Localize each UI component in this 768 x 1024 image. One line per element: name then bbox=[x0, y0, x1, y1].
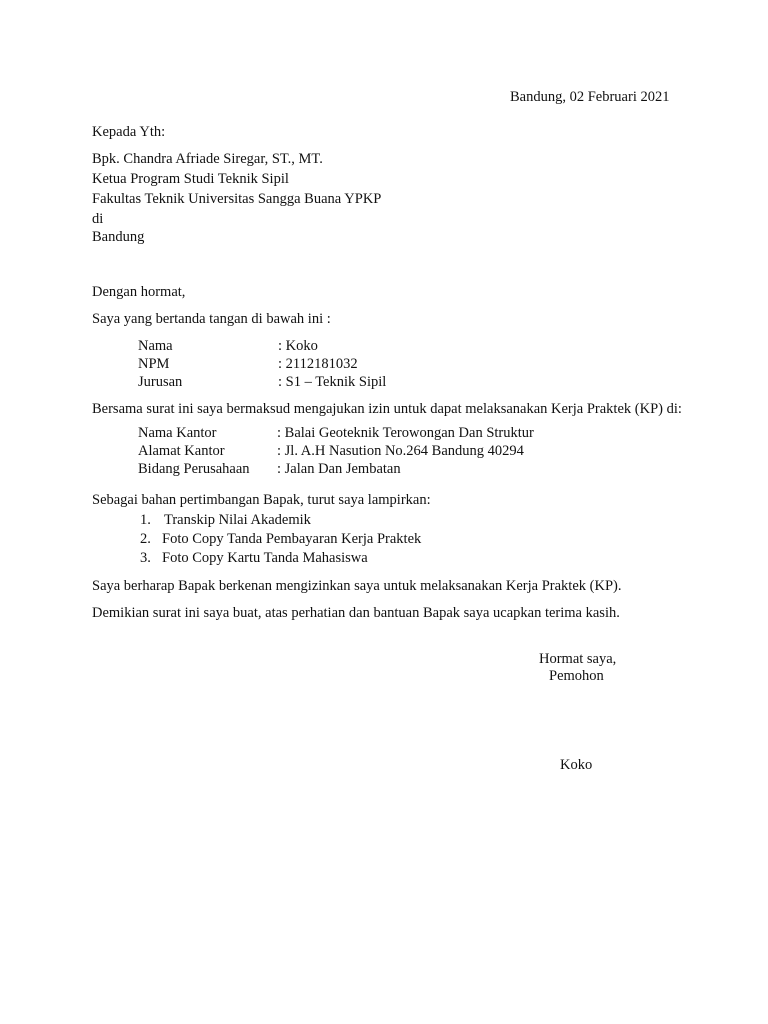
recipient-position: Ketua Program Studi Teknik Sipil bbox=[92, 171, 289, 187]
field-label: Nama bbox=[138, 338, 173, 354]
signer-role: Pemohon bbox=[549, 668, 604, 684]
hope-text: Saya berharap Bapak berkenan mengizinkan saya untuk melaksanakan Kerja Praktek (KP). bbox=[92, 578, 622, 594]
field-value: : 2112181032 bbox=[278, 356, 358, 372]
greeting: Dengan hormat, bbox=[92, 284, 186, 300]
purpose-text: Bersama surat ini saya bermaksud mengajukan izin untuk dapat melaksanakan Kerja Praktek (KP) di: bbox=[92, 401, 682, 417]
list-text: Foto Copy Tanda Pembayaran Kerja Praktek bbox=[162, 531, 422, 547]
intro-text: Saya yang bertanda tangan di bawah ini : bbox=[92, 311, 331, 327]
field-value: : Jalan Dan Jembatan bbox=[277, 461, 401, 477]
closing-text: Demikian surat ini saya buat, atas perhatian dan bantuan Bapak saya ucapkan terima kasih. bbox=[92, 605, 620, 621]
recipient-faculty: Fakultas Teknik Universitas Sangga Buana YPKP bbox=[92, 191, 382, 207]
signoff-text: Hormat saya, bbox=[539, 651, 617, 667]
attachments-intro: Sebagai bahan pertimbangan Bapak, turut saya lampirkan: bbox=[92, 492, 431, 508]
field-value: : Jl. A.H Nasution No.264 Bandung 40294 bbox=[277, 443, 524, 459]
salutation-to: Kepada Yth: bbox=[92, 124, 166, 140]
signature-name: Koko bbox=[560, 757, 593, 773]
list-text: Foto Copy Kartu Tanda Mahasiswa bbox=[162, 550, 368, 566]
recipient-name: Bpk. Chandra Afriade Siregar, ST., MT. bbox=[92, 151, 323, 167]
field-value: : Balai Geoteknik Terowongan Dan Struktur bbox=[277, 425, 534, 441]
field-label: Jurusan bbox=[138, 374, 183, 390]
field-label: NPM bbox=[138, 356, 170, 372]
letter-date: Bandung, 02 Februari 2021 bbox=[510, 89, 670, 105]
recipient-city: Bandung bbox=[92, 229, 145, 245]
list-number: 2. bbox=[140, 531, 151, 547]
recipient-di: di bbox=[92, 211, 104, 227]
field-label: Nama Kantor bbox=[138, 425, 217, 441]
list-number: 3. bbox=[140, 550, 151, 566]
list-number: 1. bbox=[140, 512, 151, 528]
list-text: Transkip Nilai Akademik bbox=[164, 512, 311, 528]
field-label: Alamat Kantor bbox=[138, 443, 225, 459]
field-value: : Koko bbox=[278, 338, 318, 354]
field-label: Bidang Perusahaan bbox=[138, 461, 250, 477]
field-value: : S1 – Teknik Sipil bbox=[278, 374, 387, 390]
